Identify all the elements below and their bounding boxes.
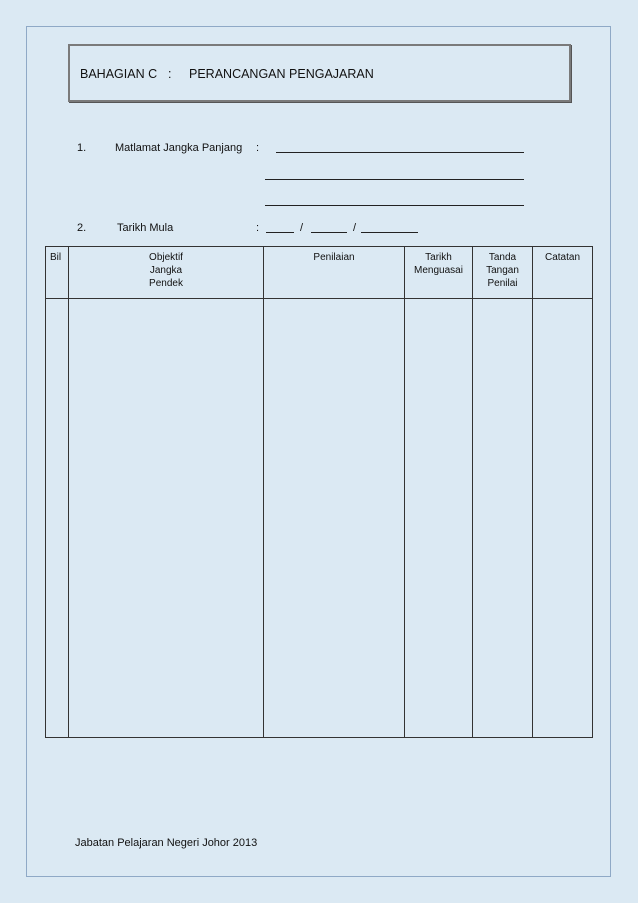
field-colon-2: :	[256, 222, 260, 234]
cell-tanda[interactable]	[473, 299, 533, 738]
field-label-matlamat: Matlamat Jangka Panjang	[115, 142, 243, 154]
cell-tarikh[interactable]	[405, 299, 473, 738]
field-colon-1: :	[256, 142, 260, 154]
date-separator-2: /	[353, 222, 357, 234]
section-title: PERANCANGAN PENGAJARAN	[189, 67, 374, 81]
cell-bil[interactable]	[46, 299, 69, 738]
header-objektif-line-1: Objektif	[149, 252, 183, 263]
field-label-tarikh-mula: Tarikh Mula	[117, 222, 174, 234]
header-tarikh	[405, 247, 473, 299]
header-tanda-line-2: Tangan	[486, 265, 519, 276]
header-objektif-line-2: Jangka	[149, 265, 183, 276]
header-bil-line-1: Bil	[50, 252, 62, 263]
section-header	[68, 44, 571, 102]
cell-catatan[interactable]	[533, 299, 593, 738]
table-row	[46, 299, 593, 738]
header-objektif	[69, 247, 264, 299]
cell-objektif[interactable]	[69, 299, 264, 738]
header-tarikh-line-2: Menguasai	[414, 265, 463, 276]
header-catatan-line-1: Catatan	[544, 252, 581, 263]
field-number-1: 1.	[77, 142, 87, 154]
header-tanda-line-1: Tanda	[488, 252, 517, 263]
matlamat-blank-line-3[interactable]	[265, 205, 524, 206]
date-day-blank[interactable]	[266, 232, 294, 233]
matlamat-blank-line-2[interactable]	[265, 179, 524, 180]
header-tarikh-line-1: Tarikh	[425, 252, 452, 263]
date-month-blank[interactable]	[311, 232, 347, 233]
section-colon: :	[168, 67, 172, 81]
date-separator-1: /	[300, 222, 304, 234]
header-penilaian	[264, 247, 405, 299]
header-bil	[46, 247, 69, 299]
matlamat-blank-line-1[interactable]	[276, 152, 524, 153]
table-header-row	[46, 247, 593, 299]
date-year-blank[interactable]	[361, 232, 418, 233]
field-number-2: 2.	[77, 222, 87, 234]
header-catatan	[533, 247, 593, 299]
cell-penilaian[interactable]	[264, 299, 405, 738]
footer-text: Jabatan Pelajaran Negeri Johor 2013	[75, 837, 258, 849]
goal-table	[45, 246, 593, 738]
header-tanda-line-3: Penilai	[487, 278, 518, 289]
header-penilaian-line-1: Penilaian	[313, 252, 355, 263]
section-label: BAHAGIAN C	[80, 67, 158, 81]
header-tanda	[473, 247, 533, 299]
header-objektif-line-3: Pendek	[149, 278, 183, 289]
